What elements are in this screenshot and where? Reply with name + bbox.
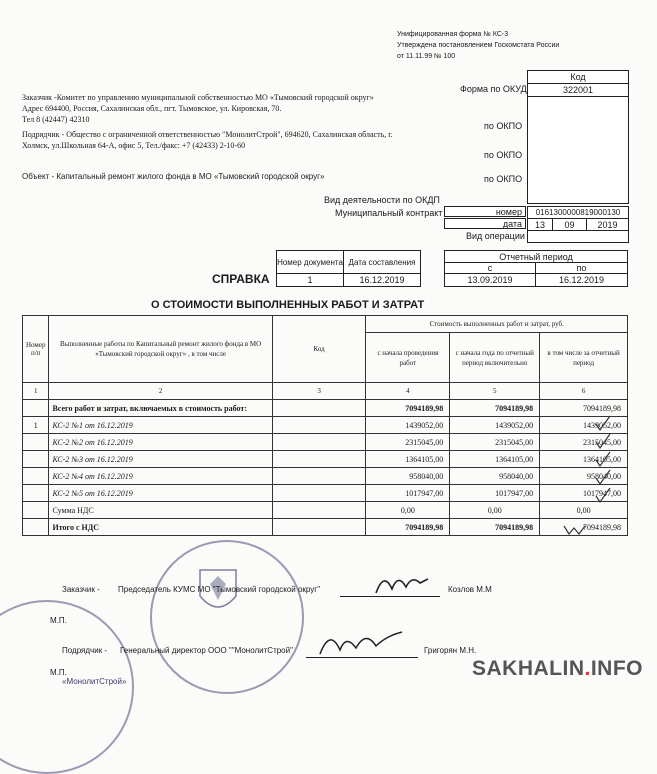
row-v3: 958040,00 bbox=[540, 468, 628, 485]
row-v3: 1439052,00 bbox=[540, 417, 628, 434]
h-col-4: с начала проведения работ bbox=[366, 333, 450, 383]
sig-contractor-label: Подрядчик - bbox=[62, 646, 108, 655]
h-col-6: в том числе за отчетный период bbox=[540, 333, 628, 383]
h-code: Код bbox=[272, 316, 366, 383]
sig-customer-name: Козлов М.М bbox=[448, 585, 492, 594]
scribble-mark-icon bbox=[560, 522, 600, 538]
okud-value: 322001 bbox=[527, 83, 629, 97]
h-num: Номер п/п bbox=[23, 316, 49, 383]
sig-contractor-name: Григорян М.Н. bbox=[424, 646, 477, 655]
check-marks-icon bbox=[590, 412, 630, 512]
form-header-line2: Утверждена постановлением Госкомстата России bbox=[397, 42, 560, 49]
contractor-signature-icon bbox=[316, 624, 406, 664]
vat-v1: 0,00 bbox=[366, 502, 450, 519]
contractor-line: Подрядчик - Общество с ограниченной ответственностью "МонолитСтрой", 694620, Сахалинская область, г. bbox=[22, 130, 393, 139]
row-v3: 1364105,00 bbox=[540, 451, 628, 468]
row-num bbox=[23, 451, 49, 468]
total-v2: 7094189,98 bbox=[450, 400, 540, 417]
doc-subtitle: О СТОИМОСТИ ВЫПОЛНЕННЫХ РАБОТ И ЗАТРАТ bbox=[151, 299, 425, 311]
row-name: КС-2 №2 от 16.12.2019 bbox=[49, 434, 272, 451]
h-cost: Стоимость выполненных работ и затрат, руб. bbox=[366, 316, 628, 333]
total-v1: 7094189,98 bbox=[366, 400, 450, 417]
customer-line: Заказчик -Комитет по управлению муниципальной собственностью МО «Тымовский городской округ» bbox=[22, 93, 374, 102]
sig-customer-position: Председатель КУМС МО "Тымовский городской округ" bbox=[118, 585, 321, 594]
okpo-label-3: по ОКПО bbox=[484, 174, 523, 184]
contract-number: 0161300000819000130 bbox=[527, 206, 629, 219]
codes-column bbox=[527, 96, 629, 204]
total-label: Всего работ и затрат, включаемых в стоимость работ: bbox=[49, 400, 272, 417]
row-v3: 1017947,00 bbox=[540, 485, 628, 502]
customer-signature-icon bbox=[372, 565, 432, 601]
h-work: Выполненные работы по Капитальный ремонт жилого фонда в МО «Тымовский городской округ» , в том числе bbox=[49, 316, 272, 383]
row-num bbox=[23, 434, 49, 451]
table-row bbox=[23, 417, 628, 434]
colnum-4: 4 bbox=[366, 383, 450, 400]
colnum-2: 2 bbox=[49, 383, 272, 400]
row-v1: 2315045,00 bbox=[366, 434, 450, 451]
object-line: Объект - Капитальный ремонт жилого фонда в МО «Тымовский городской округ» bbox=[22, 172, 325, 181]
contractor-address: Холмск, ул.Школьная 64-А, офис 5, Тел./факс: +7 (42433) 2-10-60 bbox=[22, 141, 246, 150]
okpo-label-2: по ОКПО bbox=[484, 150, 523, 160]
kod-header: Код bbox=[527, 70, 629, 84]
contract-date-label: дата bbox=[444, 218, 526, 229]
table-row bbox=[23, 485, 628, 502]
doc-number: 1 bbox=[276, 273, 344, 287]
row-num bbox=[23, 485, 49, 502]
mp-1: М.П. bbox=[50, 616, 67, 625]
contract-month: 09 bbox=[552, 218, 587, 231]
customer-phone: Тел 8 (42447) 42310 bbox=[22, 115, 90, 124]
contract-number-label: номер bbox=[444, 206, 526, 217]
row-name: КС-2 №1 от 16.12.2019 bbox=[49, 417, 272, 434]
final-v2: 7094189,98 bbox=[450, 519, 540, 536]
period-header: Отчетный период bbox=[444, 250, 628, 263]
period-from-label: с bbox=[444, 262, 536, 274]
row-v1: 958040,00 bbox=[366, 468, 450, 485]
vat-label: Сумма НДС bbox=[49, 502, 272, 519]
colnum-3: 3 bbox=[272, 383, 366, 400]
row-v3: 2315045,00 bbox=[540, 434, 628, 451]
table-row bbox=[23, 468, 628, 485]
vat-v3: 0,00 bbox=[540, 502, 628, 519]
stamp-text: «МонолитСтрой» bbox=[62, 677, 127, 686]
okpo-label-1: по ОКПО bbox=[484, 121, 523, 131]
row-name: КС-2 №5 от 16.12.2019 bbox=[49, 485, 272, 502]
period-to-label: по bbox=[535, 262, 628, 274]
final-label: Итого с НДС bbox=[49, 519, 272, 536]
customer-address: Адрес 694400, Россия, Сахалинская обл., пгт. Тымовское, ул. Кировская, 70. bbox=[22, 104, 282, 113]
contractor-seal bbox=[0, 600, 134, 774]
form-header-line1: Унифицированная форма № КС-3 bbox=[397, 31, 509, 38]
row-v2: 2315045,00 bbox=[450, 434, 540, 451]
doc-title: СПРАВКА bbox=[212, 272, 270, 286]
operation-value bbox=[527, 230, 629, 243]
row-name: КС-2 №4 от 16.12.2019 bbox=[49, 468, 272, 485]
period-from: 13.09.2019 bbox=[444, 273, 536, 287]
cost-table bbox=[22, 315, 628, 536]
row-v2: 958040,00 bbox=[450, 468, 540, 485]
period-to: 16.12.2019 bbox=[535, 273, 628, 287]
row-v2: 1364105,00 bbox=[450, 451, 540, 468]
form-header-line3: от 11.11.99 № 100 bbox=[397, 53, 456, 60]
doc-date: 16.12.2019 bbox=[343, 273, 421, 287]
contract-year: 2019 bbox=[586, 218, 629, 231]
sakhalin-info-watermark: SAKHALIN.INFO bbox=[471, 657, 643, 680]
sig-contractor-position: Генеральный директор ООО ""МонолитСтрой" bbox=[120, 646, 293, 655]
colnum-5: 5 bbox=[450, 383, 540, 400]
row-name: КС-2 №3 от 16.12.2019 bbox=[49, 451, 272, 468]
final-v1: 7094189,98 bbox=[366, 519, 450, 536]
mp-2: М.П. bbox=[50, 668, 67, 677]
okdp-label: Вид деятельности по ОКДП bbox=[324, 195, 440, 205]
final-v3: 7094189,98 bbox=[540, 519, 628, 536]
doc-number-header: Номер документа bbox=[276, 250, 344, 274]
colnum-6: 6 bbox=[540, 383, 628, 400]
sig-customer-label: Заказчик - bbox=[62, 585, 100, 594]
operation-label: Вид операции bbox=[466, 231, 525, 241]
row-v1: 1017947,00 bbox=[366, 485, 450, 502]
colnum-1: 1 bbox=[23, 383, 49, 400]
contract-day: 13 bbox=[527, 218, 553, 231]
contract-label: Муниципальный контракт bbox=[335, 208, 443, 218]
table-row bbox=[23, 434, 628, 451]
row-v1: 1439052,00 bbox=[366, 417, 450, 434]
row-num bbox=[23, 468, 49, 485]
row-num: 1 bbox=[23, 417, 49, 434]
row-v2: 1017947,00 bbox=[450, 485, 540, 502]
row-v2: 1439052,00 bbox=[450, 417, 540, 434]
doc-date-header: Дата составления bbox=[343, 250, 421, 274]
h-col-5: с начала года по отчетный период включительно bbox=[450, 333, 540, 383]
total-v3: 7094189,98 bbox=[540, 400, 628, 417]
okud-label: Форма по ОКУД bbox=[460, 84, 527, 94]
vat-row bbox=[23, 502, 628, 519]
total-row bbox=[23, 400, 628, 417]
vat-v2: 0,00 bbox=[450, 502, 540, 519]
row-v1: 1364105,00 bbox=[366, 451, 450, 468]
table-row bbox=[23, 451, 628, 468]
final-row bbox=[23, 519, 628, 536]
